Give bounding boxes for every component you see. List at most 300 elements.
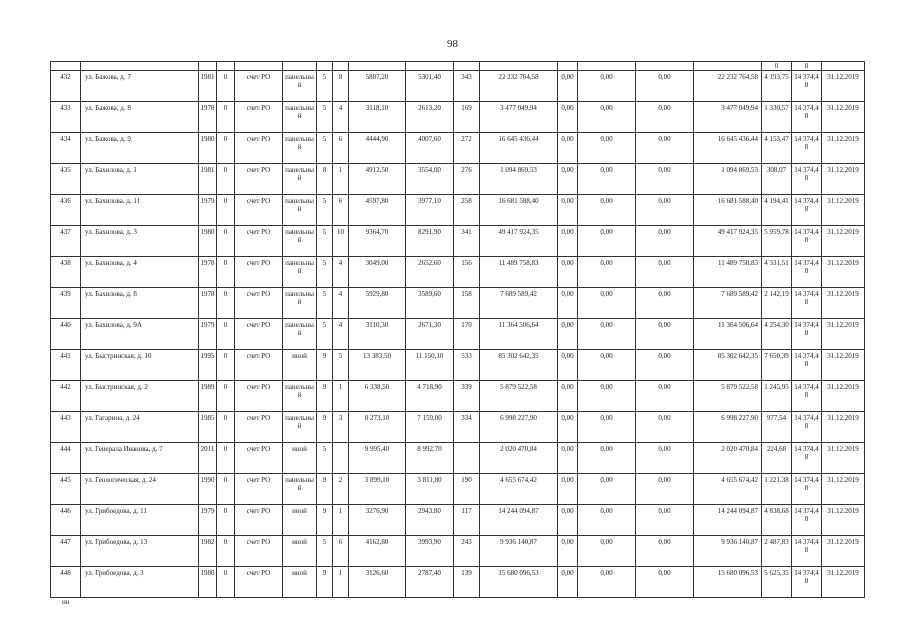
year-built-cell: 1981 — [199, 164, 217, 195]
entrances-cell: 6 — [333, 195, 349, 226]
wall-material-cell: панельный — [283, 164, 317, 195]
row-number-cell: 441 — [51, 350, 81, 381]
fund-method-cell: счет РО — [235, 71, 283, 102]
max-cost-per-sqm-cell: 14 374,48 — [792, 350, 822, 381]
wall-material-cell: панельный — [283, 71, 317, 102]
max-cost-per-sqm-cell: 14 374,48 — [792, 567, 822, 598]
residents-cell: 139 — [454, 567, 480, 598]
planned-date-cell: 31.12.2019 — [822, 195, 865, 226]
fund-local-cell: 0,00 — [636, 350, 694, 381]
total-cost-cell: 5 879 522,58 — [480, 381, 558, 412]
max-cost-per-sqm-cell: 14 374,48 — [792, 133, 822, 164]
total-area-cell: 9364,70 — [349, 226, 406, 257]
max-cost-per-sqm-cell: 14 374,48 — [792, 536, 822, 567]
year-built-cell: 1979 — [199, 195, 217, 226]
residents-cell: 334 — [454, 412, 480, 443]
total-area-cell: 4912,50 — [349, 164, 406, 195]
year-reconstructed-cell: 0 — [217, 226, 235, 257]
fund-federal-cell: 0,00 — [578, 536, 636, 567]
fund-federal-cell: 0,00 — [578, 350, 636, 381]
cost-per-sqm-cell: 308,07 — [762, 164, 792, 195]
row-number-cell: 432 — [51, 71, 81, 102]
table-row — [51, 381, 865, 412]
living-area-cell: 2613,20 — [406, 102, 454, 133]
fund-owners-cell: 11 364 506,64 — [694, 319, 762, 350]
total-area-cell: 3 899,10 — [349, 474, 406, 505]
footer-mark: нн — [62, 598, 70, 606]
per-sqm-share-cell: 0,00 — [558, 257, 578, 288]
fund-method-cell: счет РО — [235, 288, 283, 319]
year-reconstructed-cell: 0 — [217, 71, 235, 102]
year-built-cell: 1985 — [199, 412, 217, 443]
wall-material-cell: панельный — [283, 319, 317, 350]
fund-federal-cell: 0,00 — [578, 195, 636, 226]
max-cost-per-sqm-cell: 14 374,48 — [792, 257, 822, 288]
floors-cell: 5 — [317, 102, 333, 133]
wall-material-cell: иной — [283, 567, 317, 598]
fund-owners-cell: 9 936 140,87 — [694, 536, 762, 567]
address-cell: ул. Бахилова, д. 3 — [81, 226, 199, 257]
total-cost-cell: 14 244 094,87 — [480, 505, 558, 536]
address-cell: ул. Бажова, д. 7 — [81, 71, 199, 102]
row-number-cell: 447 — [51, 536, 81, 567]
cost-per-sqm-cell: 224,68 — [762, 443, 792, 474]
living-area-cell: 5301,40 — [406, 71, 454, 102]
max-cost-per-sqm-cell: 14 374,48 — [792, 319, 822, 350]
total-area-cell: 4162,80 — [349, 536, 406, 567]
continuation-cell: 0 — [762, 62, 792, 71]
max-cost-per-sqm-cell: 14 374,48 — [792, 195, 822, 226]
cost-per-sqm-cell: 1 221,38 — [762, 474, 792, 505]
table-row — [51, 102, 865, 133]
fund-method-cell: счет РО — [235, 226, 283, 257]
planned-date-cell: 31.12.2019 — [822, 505, 865, 536]
total-area-cell: 5887,20 — [349, 71, 406, 102]
fund-method-cell: счет РО — [235, 381, 283, 412]
year-reconstructed-cell: 0 — [217, 133, 235, 164]
fund-local-cell: 0,00 — [636, 133, 694, 164]
total-area-cell: 13 383,50 — [349, 350, 406, 381]
residents-cell: 156 — [454, 257, 480, 288]
address-cell: ул. Грибоедова, д. 13 — [81, 536, 199, 567]
year-built-cell: 1982 — [199, 536, 217, 567]
residents-cell: 272 — [454, 133, 480, 164]
year-built-cell: 1995 — [199, 350, 217, 381]
wall-material-cell: панельный — [283, 412, 317, 443]
wall-material-cell: иной — [283, 443, 317, 474]
row-number-cell: 442 — [51, 381, 81, 412]
total-area-cell: 6 338,50 — [349, 381, 406, 412]
per-sqm-share-cell: 0,00 — [558, 350, 578, 381]
cost-per-sqm-cell: 4 838,68 — [762, 505, 792, 536]
wall-material-cell: панельный — [283, 102, 317, 133]
floors-cell: 5 — [317, 536, 333, 567]
year-reconstructed-cell: 0 — [217, 164, 235, 195]
wall-material-cell: панельный — [283, 257, 317, 288]
total-cost-cell: 11 489 758,83 — [480, 257, 558, 288]
residents-cell: 243 — [454, 536, 480, 567]
planned-date-cell: 31.12.2019 — [822, 102, 865, 133]
year-built-cell: 2011 — [199, 443, 217, 474]
max-cost-per-sqm-cell: 14 374,48 — [792, 71, 822, 102]
entrances-cell: 2 — [333, 474, 349, 505]
living-area-cell: 2943,80 — [406, 505, 454, 536]
planned-date-cell: 31.12.2019 — [822, 381, 865, 412]
per-sqm-share-cell: 0,00 — [558, 536, 578, 567]
housing-register-table — [50, 61, 865, 598]
per-sqm-share-cell: 0,00 — [558, 195, 578, 226]
address-cell: ул. Геологическая, д. 24 — [81, 474, 199, 505]
residents-cell: 169 — [454, 102, 480, 133]
year-reconstructed-cell: 0 — [217, 474, 235, 505]
cost-per-sqm-cell: 4 254,30 — [762, 319, 792, 350]
address-cell: ул. Генерала Иванова, д. 7 — [81, 443, 199, 474]
year-built-cell: 1978 — [199, 102, 217, 133]
wall-material-cell: панельный — [283, 133, 317, 164]
floors-cell: 5 — [317, 71, 333, 102]
fund-federal-cell: 0,00 — [578, 102, 636, 133]
max-cost-per-sqm-cell: 14 374,48 — [792, 288, 822, 319]
year-reconstructed-cell: 0 — [217, 319, 235, 350]
cost-per-sqm-cell: 5 959,78 — [762, 226, 792, 257]
entrances-cell: 4 — [333, 319, 349, 350]
fund-local-cell: 0,00 — [636, 257, 694, 288]
entrances-cell — [333, 443, 349, 474]
entrances-cell: 6 — [333, 133, 349, 164]
residents-cell: 276 — [454, 164, 480, 195]
entrances-cell: 1 — [333, 164, 349, 195]
year-built-cell: 1979 — [199, 319, 217, 350]
total-cost-cell: 11 364 506,64 — [480, 319, 558, 350]
planned-date-cell: 31.12.2019 — [822, 443, 865, 474]
fund-owners-cell: 3 477 049,94 — [694, 102, 762, 133]
table-row — [51, 195, 865, 226]
entrances-cell: 3 — [333, 412, 349, 443]
planned-date-cell: 31.12.2019 — [822, 567, 865, 598]
cost-per-sqm-cell: 1 245,95 — [762, 381, 792, 412]
living-area-cell: 4 718,90 — [406, 381, 454, 412]
floors-cell: 5 — [317, 319, 333, 350]
fund-owners-cell: 49 417 924,35 — [694, 226, 762, 257]
fund-federal-cell: 0,00 — [578, 133, 636, 164]
fund-method-cell: счет РО — [235, 412, 283, 443]
floors-cell: 5 — [317, 195, 333, 226]
per-sqm-share-cell: 0,00 — [558, 505, 578, 536]
total-area-cell: 5929,80 — [349, 288, 406, 319]
floors-cell: 5 — [317, 226, 333, 257]
cost-per-sqm-cell: 2 142,19 — [762, 288, 792, 319]
fund-local-cell: 0,00 — [636, 443, 694, 474]
max-cost-per-sqm-cell: 14 374,48 — [792, 102, 822, 133]
per-sqm-share-cell: 0,00 — [558, 71, 578, 102]
planned-date-cell: 31.12.2019 — [822, 226, 865, 257]
year-reconstructed-cell: 0 — [217, 195, 235, 226]
floors-cell: 5 — [317, 257, 333, 288]
fund-owners-cell: 5 879 522,58 — [694, 381, 762, 412]
year-built-cell: 1978 — [199, 288, 217, 319]
planned-date-cell: 31.12.2019 — [822, 288, 865, 319]
year-built-cell: 1989 — [199, 381, 217, 412]
fund-method-cell: счет РО — [235, 102, 283, 133]
wall-material-cell: панельный — [283, 195, 317, 226]
address-cell: ул. Бахилова, д. 11 — [81, 195, 199, 226]
row-number-cell: 439 — [51, 288, 81, 319]
address-cell: ул. Бахилова, д. 9А — [81, 319, 199, 350]
address-cell: ул. Быстринская, д. 2 — [81, 381, 199, 412]
fund-local-cell: 0,00 — [636, 567, 694, 598]
year-reconstructed-cell: 0 — [217, 257, 235, 288]
table-row — [51, 71, 865, 102]
planned-date-cell: 31.12.2019 — [822, 412, 865, 443]
per-sqm-share-cell: 0,00 — [558, 133, 578, 164]
fund-local-cell: 0,00 — [636, 536, 694, 567]
table-row — [51, 474, 865, 505]
cost-per-sqm-cell: 4 193,75 — [762, 71, 792, 102]
per-sqm-share-cell: 0,00 — [558, 226, 578, 257]
total-area-cell: 3118,10 — [349, 102, 406, 133]
fund-local-cell: 0,00 — [636, 319, 694, 350]
fund-owners-cell: 4 655 674,42 — [694, 474, 762, 505]
wall-material-cell: иной — [283, 350, 317, 381]
address-cell: ул. Гагарина, д. 24 — [81, 412, 199, 443]
total-cost-cell: 9 936 140,87 — [480, 536, 558, 567]
max-cost-per-sqm-cell: 14 374,48 — [792, 164, 822, 195]
cost-per-sqm-cell: 2 487,83 — [762, 536, 792, 567]
fund-method-cell: счет РО — [235, 257, 283, 288]
year-built-cell: 1990 — [199, 474, 217, 505]
fund-local-cell: 0,00 — [636, 102, 694, 133]
year-reconstructed-cell: 0 — [217, 536, 235, 567]
address-cell: ул. Бахилова, д. 4 — [81, 257, 199, 288]
living-area-cell: 3589,60 — [406, 288, 454, 319]
floors-cell: 9 — [317, 474, 333, 505]
total-area-cell: 3049,00 — [349, 257, 406, 288]
cost-per-sqm-cell: 5 625,35 — [762, 567, 792, 598]
fund-owners-cell: 16 681 588,40 — [694, 195, 762, 226]
planned-date-cell: 31.12.2019 — [822, 71, 865, 102]
address-cell: ул. Бажова, д. 9 — [81, 133, 199, 164]
total-area-cell: 9 995,40 — [349, 443, 406, 474]
fund-federal-cell: 0,00 — [578, 567, 636, 598]
fund-method-cell: счет РО — [235, 195, 283, 226]
table-row — [51, 133, 865, 164]
entrances-cell: 1 — [333, 567, 349, 598]
per-sqm-share-cell: 0,00 — [558, 288, 578, 319]
address-cell: ул. Бахилова, д. 1 — [81, 164, 199, 195]
total-cost-cell: 4 655 674,42 — [480, 474, 558, 505]
row-number-cell: 433 — [51, 102, 81, 133]
table-row — [51, 257, 865, 288]
residents-cell: 341 — [454, 226, 480, 257]
residents-cell: 170 — [454, 319, 480, 350]
table-row — [51, 443, 865, 474]
total-cost-cell: 3 477 049,94 — [480, 102, 558, 133]
floors-cell: 5 — [317, 443, 333, 474]
floors-cell: 9 — [317, 412, 333, 443]
floors-cell: 9 — [317, 505, 333, 536]
fund-federal-cell: 0,00 — [578, 381, 636, 412]
fund-local-cell: 0,00 — [636, 505, 694, 536]
fund-federal-cell: 0,00 — [578, 505, 636, 536]
continuation-row — [51, 62, 865, 71]
max-cost-per-sqm-cell: 14 374,48 — [792, 412, 822, 443]
fund-local-cell: 0,00 — [636, 381, 694, 412]
wall-material-cell: панельный — [283, 381, 317, 412]
entrances-cell: 4 — [333, 257, 349, 288]
per-sqm-share-cell: 0,00 — [558, 474, 578, 505]
entrances-cell: 10 — [333, 226, 349, 257]
per-sqm-share-cell: 0,00 — [558, 381, 578, 412]
total-cost-cell: 7 689 589,42 — [480, 288, 558, 319]
living-area-cell: 7 159,00 — [406, 412, 454, 443]
fund-method-cell: счет РО — [235, 567, 283, 598]
row-number-cell: 434 — [51, 133, 81, 164]
year-reconstructed-cell: 0 — [217, 381, 235, 412]
residents-cell: 533 — [454, 350, 480, 381]
row-number-cell: 440 — [51, 319, 81, 350]
total-area-cell: 4444,90 — [349, 133, 406, 164]
fund-owners-cell: 22 232 764,58 — [694, 71, 762, 102]
address-cell: ул. Быстринская, д. 10 — [81, 350, 199, 381]
year-built-cell: 1981 — [199, 71, 217, 102]
fund-local-cell: 0,00 — [636, 226, 694, 257]
total-area-cell: 4597,80 — [349, 195, 406, 226]
address-cell: ул. Бажова, д. 8 — [81, 102, 199, 133]
floors-cell: 5 — [317, 133, 333, 164]
entrances-cell: 8 — [333, 71, 349, 102]
total-area-cell: 3126,60 — [349, 567, 406, 598]
entrances-cell: 6 — [333, 536, 349, 567]
wall-material-cell: иной — [283, 536, 317, 567]
planned-date-cell: 31.12.2019 — [822, 536, 865, 567]
living-area-cell: 8291,90 — [406, 226, 454, 257]
entrances-cell: 4 — [333, 288, 349, 319]
fund-owners-cell: 14 244 094,87 — [694, 505, 762, 536]
residents-cell: 339 — [454, 381, 480, 412]
table-row — [51, 350, 865, 381]
address-cell: ул. Бахилова, д. 8 — [81, 288, 199, 319]
floors-cell: 8 — [317, 164, 333, 195]
year-reconstructed-cell: 0 — [217, 288, 235, 319]
planned-date-cell: 31.12.2019 — [822, 164, 865, 195]
max-cost-per-sqm-cell: 14 374,48 — [792, 381, 822, 412]
living-area-cell: 4007,60 — [406, 133, 454, 164]
planned-date-cell: 31.12.2019 — [822, 350, 865, 381]
row-number-cell: 444 — [51, 443, 81, 474]
residents-cell: 190 — [454, 474, 480, 505]
total-cost-cell: 16 645 436,44 — [480, 133, 558, 164]
continuation-cell: 8 — [792, 62, 822, 71]
wall-material-cell: панельный — [283, 288, 317, 319]
total-area-cell: 3110,30 — [349, 319, 406, 350]
year-built-cell: 1980 — [199, 567, 217, 598]
fund-local-cell: 0,00 — [636, 164, 694, 195]
residents-cell: 117 — [454, 505, 480, 536]
cost-per-sqm-cell: 977,54 — [762, 412, 792, 443]
planned-date-cell: 31.12.2019 — [822, 474, 865, 505]
year-built-cell: 1980 — [199, 133, 217, 164]
address-cell: ул. Грибоедова, д. 11 — [81, 505, 199, 536]
address-cell: ул. Грибоедова, д. 3 — [81, 567, 199, 598]
fund-federal-cell: 0,00 — [578, 226, 636, 257]
row-number-cell: 438 — [51, 257, 81, 288]
table-row — [51, 164, 865, 195]
cost-per-sqm-cell: 7 650,39 — [762, 350, 792, 381]
fund-owners-cell: 2 020 470,84 — [694, 443, 762, 474]
living-area-cell: 2787,40 — [406, 567, 454, 598]
entrances-cell: 4 — [333, 102, 349, 133]
row-number-cell: 436 — [51, 195, 81, 226]
fund-owners-cell: 16 645 436,44 — [694, 133, 762, 164]
fund-federal-cell: 0,00 — [578, 474, 636, 505]
cost-per-sqm-cell: 1 330,57 — [762, 102, 792, 133]
fund-method-cell: счет РО — [235, 350, 283, 381]
floors-cell: 9 — [317, 381, 333, 412]
living-area-cell: 2652,60 — [406, 257, 454, 288]
max-cost-per-sqm-cell: 14 374,48 — [792, 226, 822, 257]
year-reconstructed-cell: 0 — [217, 567, 235, 598]
table-row — [51, 505, 865, 536]
residents-cell: 158 — [454, 288, 480, 319]
living-area-cell: 11 150,10 — [406, 350, 454, 381]
total-cost-cell: 6 998 227,90 — [480, 412, 558, 443]
total-cost-cell: 16 681 588,40 — [480, 195, 558, 226]
row-number-cell: 437 — [51, 226, 81, 257]
per-sqm-share-cell: 0,00 — [558, 164, 578, 195]
fund-method-cell: счет РО — [235, 443, 283, 474]
table-row — [51, 536, 865, 567]
year-reconstructed-cell: 0 — [217, 102, 235, 133]
fund-method-cell: счет РО — [235, 319, 283, 350]
year-reconstructed-cell: 0 — [217, 412, 235, 443]
row-number-cell: 448 — [51, 567, 81, 598]
fund-federal-cell: 0,00 — [578, 71, 636, 102]
fund-owners-cell: 85 302 642,35 — [694, 350, 762, 381]
per-sqm-share-cell: 0,00 — [558, 412, 578, 443]
floors-cell: 9 — [317, 567, 333, 598]
fund-method-cell: счет РО — [235, 133, 283, 164]
total-cost-cell: 85 302 642,35 — [480, 350, 558, 381]
year-built-cell: 1979 — [199, 505, 217, 536]
fund-owners-cell: 11 489 758,83 — [694, 257, 762, 288]
planned-date-cell: 31.12.2019 — [822, 257, 865, 288]
fund-local-cell: 0,00 — [636, 474, 694, 505]
fund-method-cell: счет РО — [235, 536, 283, 567]
fund-method-cell: счет РО — [235, 164, 283, 195]
fund-federal-cell: 0,00 — [578, 257, 636, 288]
per-sqm-share-cell: 0,00 — [558, 567, 578, 598]
living-area-cell: 3554,00 — [406, 164, 454, 195]
table-row — [51, 288, 865, 319]
wall-material-cell: панельный — [283, 474, 317, 505]
fund-federal-cell: 0,00 — [578, 319, 636, 350]
living-area-cell: 3977,10 — [406, 195, 454, 226]
total-cost-cell: 2 020 470,84 — [480, 443, 558, 474]
floors-cell: 9 — [317, 350, 333, 381]
fund-federal-cell: 0,00 — [578, 288, 636, 319]
fund-owners-cell: 7 689 589,42 — [694, 288, 762, 319]
fund-local-cell: 0,00 — [636, 71, 694, 102]
fund-method-cell: счет РО — [235, 474, 283, 505]
per-sqm-share-cell: 0,00 — [558, 102, 578, 133]
total-cost-cell: 22 232 764,58 — [480, 71, 558, 102]
living-area-cell: 3 811,80 — [406, 474, 454, 505]
per-sqm-share-cell: 0,00 — [558, 319, 578, 350]
fund-federal-cell: 0,00 — [578, 412, 636, 443]
total-cost-cell: 49 417 924,35 — [480, 226, 558, 257]
planned-date-cell: 31.12.2019 — [822, 133, 865, 164]
table-row — [51, 567, 865, 598]
